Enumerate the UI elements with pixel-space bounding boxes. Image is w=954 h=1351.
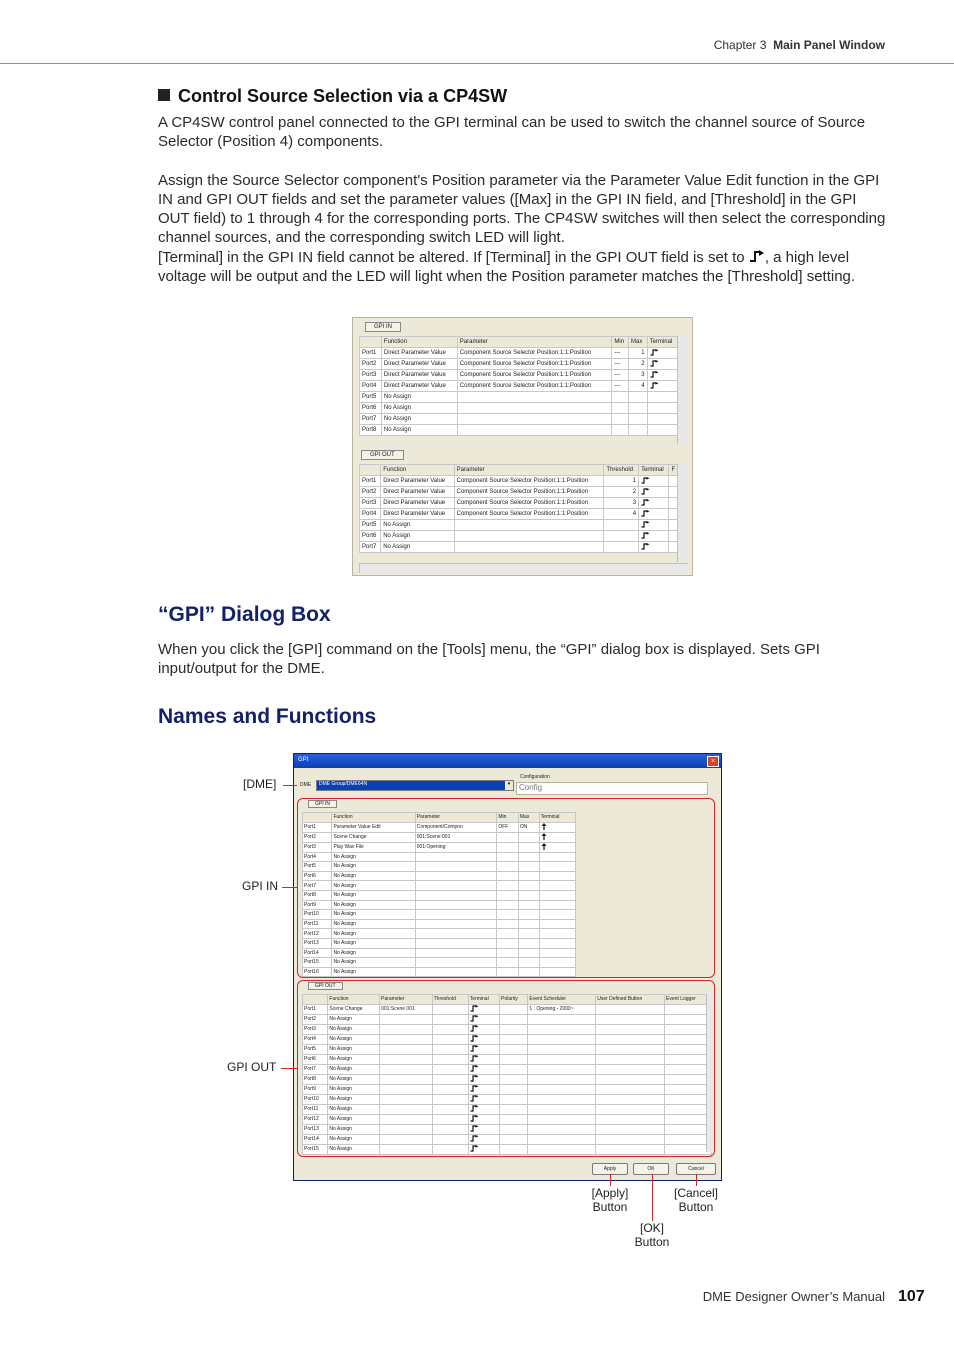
high-level-terminal-icon bbox=[749, 250, 765, 263]
column-header: Parameter bbox=[380, 995, 433, 1005]
column-header: User Defined Button bbox=[596, 995, 665, 1005]
gpi-out-scrollbar[interactable] bbox=[677, 464, 688, 562]
table-row[interactable] bbox=[360, 520, 679, 531]
manual-title: DME Designer Owner’s Manual bbox=[702, 1289, 885, 1304]
table-row[interactable] bbox=[360, 476, 679, 487]
column-header: Function bbox=[381, 337, 457, 348]
terminal-cell[interactable] bbox=[639, 498, 669, 509]
parameter-cell[interactable] bbox=[457, 414, 612, 425]
ok-button[interactable]: OK bbox=[633, 1163, 669, 1175]
table-row[interactable] bbox=[360, 425, 679, 436]
terminal-output-icon bbox=[641, 532, 650, 539]
port-cell[interactable]: Port3 bbox=[303, 842, 332, 852]
port-cell[interactable]: Port1 bbox=[360, 348, 382, 359]
gpi-dialog-heading: “GPI” Dialog Box bbox=[158, 603, 331, 626]
chapter-title: Main Panel Window bbox=[773, 38, 885, 52]
names-functions-heading: Names and Functions bbox=[158, 705, 377, 728]
column-header: Threshold bbox=[604, 465, 639, 476]
gpi-out-table bbox=[359, 464, 679, 553]
parameter-cell[interactable]: Component Source Selector Position:1:1:Position bbox=[457, 381, 612, 392]
terminal-output-icon bbox=[641, 521, 650, 528]
parameter-cell[interactable]: 001:Scene 001 bbox=[380, 1004, 433, 1014]
terminal-cell[interactable] bbox=[647, 348, 678, 359]
column-header: Parameter bbox=[457, 337, 612, 348]
min-cell[interactable]: --- bbox=[612, 370, 629, 381]
max-cell[interactable] bbox=[629, 425, 648, 436]
column-header: Function bbox=[332, 813, 415, 823]
function-cell[interactable]: No Assign bbox=[381, 392, 457, 403]
port-cell[interactable]: Port2 bbox=[303, 832, 332, 842]
chapter-header bbox=[714, 38, 885, 52]
function-cell[interactable]: No Assign bbox=[332, 881, 415, 891]
column-header: Threshold bbox=[432, 995, 468, 1005]
gpi-out-group-label: GPI OUT bbox=[361, 450, 404, 460]
function-cell[interactable]: No Assign bbox=[332, 948, 415, 958]
callout-ok-line2: Button bbox=[634, 1235, 670, 1249]
port-cell[interactable]: Port11 bbox=[303, 919, 332, 929]
min-cell[interactable]: --- bbox=[612, 381, 629, 392]
max-cell[interactable] bbox=[629, 403, 648, 414]
port-cell[interactable]: Port15 bbox=[303, 1144, 328, 1154]
port-cell[interactable]: Port9 bbox=[303, 1084, 328, 1094]
max-cell[interactable]: 2 bbox=[629, 359, 648, 370]
terminal-output-icon bbox=[650, 349, 659, 356]
port-cell[interactable]: Port14 bbox=[303, 948, 332, 958]
function-cell[interactable]: Direct Parameter Value bbox=[381, 370, 457, 381]
dialog-title: GPI bbox=[298, 757, 309, 763]
gpi-out-highlight bbox=[297, 980, 715, 1157]
port-cell[interactable]: Port10 bbox=[303, 1094, 328, 1104]
apply-button[interactable]: Apply bbox=[592, 1163, 628, 1175]
threshold-cell[interactable]: 2 bbox=[604, 487, 639, 498]
max-cell[interactable]: 3 bbox=[629, 370, 648, 381]
port-cell[interactable]: Port5 bbox=[360, 392, 382, 403]
paragraph-3-part-b: , a high level voltage will be output and the LED will light when the Position parameter matches the [Threshold] setting. bbox=[158, 249, 856, 285]
min-cell[interactable] bbox=[612, 403, 629, 414]
function-cell[interactable]: No Assign bbox=[381, 425, 457, 436]
port-cell[interactable]: Port2 bbox=[360, 359, 382, 370]
function-cell[interactable]: No Assign bbox=[381, 531, 454, 542]
port-cell[interactable]: Port2 bbox=[360, 487, 381, 498]
port-cell[interactable]: Port10 bbox=[303, 910, 332, 920]
column-header: Terminal bbox=[539, 813, 575, 823]
terminal-output-icon bbox=[650, 382, 659, 389]
column-header: Min bbox=[497, 813, 519, 823]
callout-line-apply bbox=[610, 1174, 611, 1186]
threshold-cell[interactable] bbox=[604, 542, 639, 553]
column-header: Terminal bbox=[647, 337, 678, 348]
callout-line-dme bbox=[283, 785, 297, 786]
port-cell[interactable]: Port4 bbox=[360, 509, 381, 520]
header-divider bbox=[0, 63, 954, 64]
function-cell[interactable]: No Assign bbox=[328, 1094, 380, 1104]
function-cell[interactable]: Direct Parameter Value bbox=[381, 381, 457, 392]
paragraph-1: A CP4SW control panel connected to the GPI terminal can be used to switch the channel source of Source Selector (Position 4) components. bbox=[158, 114, 866, 150]
function-cell[interactable]: No Assign bbox=[332, 890, 415, 900]
function-cell[interactable]: No Assign bbox=[328, 1024, 380, 1034]
port-cell[interactable]: Port7 bbox=[303, 1064, 328, 1074]
callout-apply bbox=[580, 1186, 640, 1214]
port-cell[interactable]: Port3 bbox=[303, 1024, 328, 1034]
port-cell[interactable]: Port13 bbox=[303, 938, 332, 948]
port-cell[interactable]: Port8 bbox=[303, 890, 332, 900]
port-cell[interactable]: Port16 bbox=[303, 967, 332, 977]
terminal-cell[interactable] bbox=[647, 381, 678, 392]
function-cell[interactable]: No Assign bbox=[328, 1034, 380, 1044]
close-icon[interactable]: × bbox=[707, 756, 719, 767]
function-cell[interactable]: No Assign bbox=[332, 871, 415, 881]
port-cell[interactable]: Port7 bbox=[303, 881, 332, 891]
column-header: Terminal bbox=[468, 995, 499, 1005]
terminal-cell[interactable] bbox=[639, 542, 669, 553]
column-header: Min bbox=[612, 337, 629, 348]
config-label: Configuration bbox=[520, 774, 550, 780]
callout-apply-line1: [Apply] bbox=[591, 1186, 629, 1200]
min-cell[interactable] bbox=[612, 392, 629, 403]
table-row[interactable] bbox=[360, 498, 679, 509]
function-cell[interactable]: No Assign bbox=[332, 929, 415, 939]
terminal-cell[interactable] bbox=[647, 359, 678, 370]
port-cell[interactable]: Port8 bbox=[360, 425, 382, 436]
parameter-cell[interactable] bbox=[457, 392, 612, 403]
gpi-in-table bbox=[359, 336, 679, 436]
parameter-cell[interactable]: Component Source Selector Position:1:1:Position bbox=[457, 359, 612, 370]
function-cell[interactable]: No Assign bbox=[328, 1064, 380, 1074]
port-cell[interactable]: Port12 bbox=[303, 1114, 328, 1124]
function-cell[interactable]: No Assign bbox=[381, 414, 457, 425]
port-cell[interactable]: Port5 bbox=[303, 1044, 328, 1054]
column-header: Event Logger bbox=[665, 995, 712, 1005]
parameter-cell[interactable] bbox=[454, 520, 604, 531]
terminal-output-icon bbox=[641, 488, 650, 495]
function-cell[interactable]: Direct Parameter Value bbox=[381, 487, 454, 498]
config-field bbox=[516, 782, 708, 795]
gpi-dialog-paragraph: When you click the [GPI] command on the [Tools] menu, the “GPI” dialog box is displayed. Sets GPI input/output for the DME. bbox=[158, 641, 820, 677]
parameter-cell[interactable]: Component Source Selector Position:1:1:Position bbox=[454, 487, 604, 498]
table-row[interactable] bbox=[360, 370, 679, 381]
column-header: Function bbox=[381, 465, 454, 476]
parameter-cell[interactable] bbox=[457, 425, 612, 436]
function-cell[interactable]: No Assign bbox=[332, 900, 415, 910]
function-cell[interactable]: No Assign bbox=[328, 1114, 380, 1124]
threshold-cell[interactable]: 4 bbox=[604, 509, 639, 520]
gpi-out-tab: GPI OUT bbox=[308, 982, 343, 990]
terminal-output-icon bbox=[650, 371, 659, 378]
terminal-cell[interactable] bbox=[639, 531, 669, 542]
max-cell[interactable] bbox=[629, 392, 648, 403]
gpi-settings-figure bbox=[352, 317, 693, 576]
function-cell[interactable]: No Assign bbox=[328, 1044, 380, 1054]
function-cell[interactable]: Direct Parameter Value bbox=[381, 498, 454, 509]
function-cell[interactable]: Direct Parameter Value bbox=[381, 348, 457, 359]
function-cell[interactable]: No Assign bbox=[328, 1074, 380, 1084]
function-cell[interactable]: No Assign bbox=[381, 403, 457, 414]
terminal-output-icon bbox=[641, 477, 650, 484]
function-cell[interactable]: Scene Change bbox=[328, 1004, 380, 1014]
table-row[interactable] bbox=[360, 509, 679, 520]
parameter-cell[interactable] bbox=[454, 542, 604, 553]
max-cell[interactable]: 1 bbox=[629, 348, 648, 359]
table-row[interactable] bbox=[360, 414, 679, 425]
port-cell[interactable]: Port1 bbox=[360, 476, 381, 487]
dme-select-value: DME Group/DME64N bbox=[319, 781, 368, 787]
terminal-output-icon bbox=[641, 510, 650, 517]
function-cell[interactable]: No Assign bbox=[332, 862, 415, 872]
column-header: Terminal bbox=[639, 465, 669, 476]
port-cell[interactable]: Port7 bbox=[360, 414, 382, 425]
function-cell[interactable]: No Assign bbox=[381, 542, 454, 553]
event-scheduler-cell[interactable]: 1 : Opening - 2000~ bbox=[528, 1004, 596, 1014]
chevron-down-icon[interactable]: ▾ bbox=[505, 781, 513, 790]
table-row[interactable] bbox=[360, 542, 679, 553]
config-value: Config bbox=[519, 783, 543, 792]
terminal-cell[interactable] bbox=[647, 425, 678, 436]
min-cell[interactable] bbox=[612, 425, 629, 436]
terminal-cell[interactable] bbox=[647, 392, 678, 403]
gpi-in-group-label: GPI IN bbox=[365, 322, 401, 332]
column-header: Polarity bbox=[500, 995, 528, 1005]
parameter-cell[interactable]: 001:Scene 001 bbox=[415, 832, 497, 842]
max-cell[interactable]: 4 bbox=[629, 381, 648, 392]
function-cell[interactable]: No Assign bbox=[332, 852, 415, 862]
callout-apply-line2: Button bbox=[592, 1200, 628, 1214]
gpi-in-scrollbar[interactable] bbox=[677, 336, 688, 444]
table-row[interactable] bbox=[360, 359, 679, 370]
callout-cancel bbox=[666, 1186, 726, 1214]
column-header: F bbox=[669, 465, 679, 476]
port-cell[interactable]: Port8 bbox=[303, 1074, 328, 1084]
port-cell[interactable]: Port4 bbox=[303, 1034, 328, 1044]
terminal-cell[interactable] bbox=[647, 403, 678, 414]
parameter-cell[interactable]: Component Source Selector Position:1:1:Position bbox=[454, 498, 604, 509]
function-cell[interactable]: No Assign bbox=[328, 1144, 380, 1154]
column-header: Event Scheduler bbox=[528, 995, 596, 1005]
min-cell[interactable] bbox=[612, 414, 629, 425]
function-cell[interactable]: No Assign bbox=[381, 520, 454, 531]
chapter-number: Chapter 3 bbox=[713, 38, 767, 52]
dme-label: DME bbox=[300, 782, 312, 788]
function-cell[interactable]: No Assign bbox=[332, 938, 415, 948]
threshold-cell[interactable] bbox=[604, 531, 639, 542]
square-bullet-icon bbox=[158, 89, 170, 101]
column-header: Parameter bbox=[415, 813, 497, 823]
function-cell[interactable]: Play Wav File bbox=[332, 842, 415, 852]
port-cell[interactable]: Port4 bbox=[360, 381, 382, 392]
paragraph-3-part-a: [Terminal] in the GPI IN field cannot be altered. If [Terminal] in the GPI OUT field is set to bbox=[158, 249, 745, 266]
port-cell[interactable]: Port5 bbox=[303, 862, 332, 872]
function-cell[interactable]: No Assign bbox=[328, 1054, 380, 1064]
terminal-cell[interactable] bbox=[639, 520, 669, 531]
callout-ok bbox=[622, 1221, 682, 1249]
port-cell[interactable]: Port11 bbox=[303, 1104, 328, 1114]
min-cell[interactable]: --- bbox=[612, 359, 629, 370]
table-row[interactable] bbox=[360, 487, 679, 498]
port-cell[interactable]: Port6 bbox=[303, 871, 332, 881]
column-header bbox=[360, 465, 381, 476]
function-cell[interactable]: No Assign bbox=[328, 1134, 380, 1144]
horizontal-scrollbar[interactable] bbox=[359, 563, 688, 573]
parameter-cell[interactable] bbox=[457, 403, 612, 414]
terminal-cell[interactable] bbox=[647, 370, 678, 381]
min-cell[interactable]: --- bbox=[612, 348, 629, 359]
port-cell[interactable]: Port4 bbox=[303, 852, 332, 862]
callout-cancel-line2: Button bbox=[678, 1200, 714, 1214]
parameter-cell[interactable] bbox=[454, 531, 604, 542]
table-row[interactable] bbox=[360, 403, 679, 414]
terminal-output-icon bbox=[641, 543, 650, 550]
callout-cancel-line1: [Cancel] bbox=[673, 1186, 719, 1200]
column-header: Max bbox=[629, 337, 648, 348]
callout-gpi-in: GPI IN bbox=[242, 879, 279, 893]
column-header: Function bbox=[328, 995, 380, 1005]
callout-line-gpi-out bbox=[281, 1068, 297, 1069]
max-cell[interactable]: ON bbox=[518, 822, 539, 832]
function-cell[interactable]: No Assign bbox=[328, 1014, 380, 1024]
function-cell[interactable]: Direct Parameter Value bbox=[381, 476, 454, 487]
parameter-cell[interactable]: Component Source Selector Position:1:1:Position bbox=[457, 348, 612, 359]
function-cell[interactable]: No Assign bbox=[328, 1084, 380, 1094]
table-header-row bbox=[360, 465, 679, 476]
table-row[interactable] bbox=[360, 381, 679, 392]
paragraph-3 bbox=[158, 248, 888, 286]
terminal-cell[interactable] bbox=[639, 509, 669, 520]
parameter-cell[interactable]: 001:Opening bbox=[415, 842, 497, 852]
terminal-cell[interactable] bbox=[647, 414, 678, 425]
port-cell[interactable]: Port6 bbox=[303, 1054, 328, 1064]
port-cell[interactable]: Port2 bbox=[303, 1014, 328, 1024]
port-cell[interactable]: Port13 bbox=[303, 1124, 328, 1134]
terminal-output-icon bbox=[641, 499, 650, 506]
callout-line-ok bbox=[652, 1174, 653, 1221]
terminal-output-icon bbox=[650, 360, 659, 367]
table-row[interactable] bbox=[360, 531, 679, 542]
function-cell[interactable]: No Assign bbox=[332, 910, 415, 920]
parameter-cell[interactable]: Component/Compon bbox=[415, 822, 497, 832]
callout-dme: [DME] bbox=[243, 777, 277, 791]
callout-line-gpi-in bbox=[282, 887, 297, 888]
port-cell[interactable]: Port1 bbox=[303, 1004, 328, 1014]
max-cell[interactable] bbox=[629, 414, 648, 425]
function-cell[interactable]: Parameter Value Edit bbox=[332, 822, 415, 832]
gpi-in-tab: GPI IN bbox=[308, 800, 337, 808]
function-cell[interactable]: No Assign bbox=[328, 1104, 380, 1114]
column-header: Max bbox=[518, 813, 539, 823]
dialog-title-bar bbox=[294, 754, 721, 768]
gpi-in-highlight bbox=[297, 798, 715, 978]
port-cell[interactable]: Port3 bbox=[360, 370, 382, 381]
column-header: Parameter bbox=[454, 465, 604, 476]
port-cell[interactable]: Port15 bbox=[303, 958, 332, 968]
function-cell[interactable]: Scene Change bbox=[332, 832, 415, 842]
min-cell[interactable]: OFF bbox=[497, 822, 519, 832]
threshold-cell[interactable]: 3 bbox=[604, 498, 639, 509]
paragraph-2: Assign the Source Selector component's Position parameter via the Parameter Value Edit function in the GPI IN and GPI OUT fields and set the parameter values ([Max] in the GPI IN field, and [Threshold] in the GPI OUT field) to 1 through 4 for the corresponding ports. The CP4SW switches will then select the corresponding channel sources, and the corresponding switch LED will light. bbox=[158, 172, 886, 246]
function-cell[interactable]: No Assign bbox=[332, 958, 415, 968]
cancel-button[interactable]: Cancel bbox=[676, 1163, 716, 1175]
callout-gpi-out: GPI OUT bbox=[227, 1060, 277, 1074]
callout-ok-line1: [OK] bbox=[639, 1221, 664, 1235]
function-cell[interactable]: No Assign bbox=[332, 967, 415, 977]
function-cell[interactable]: No Assign bbox=[328, 1124, 380, 1134]
port-cell[interactable]: Port9 bbox=[303, 900, 332, 910]
section-title-cp4sw bbox=[158, 86, 507, 107]
function-cell[interactable]: No Assign bbox=[332, 919, 415, 929]
function-cell[interactable]: Direct Parameter Value bbox=[381, 359, 457, 370]
parameter-cell[interactable]: Component Source Selector Position:1:1:Position bbox=[454, 476, 604, 487]
threshold-cell[interactable]: 1 bbox=[604, 476, 639, 487]
port-cell[interactable]: Port7 bbox=[360, 542, 381, 553]
threshold-cell[interactable] bbox=[604, 520, 639, 531]
section-title-text: Control Source Selection via a CP4SW bbox=[178, 86, 508, 106]
port-cell[interactable]: Port1 bbox=[303, 822, 332, 832]
table-row[interactable] bbox=[360, 392, 679, 403]
terminal-cell[interactable] bbox=[639, 476, 669, 487]
port-cell[interactable]: Port14 bbox=[303, 1134, 328, 1144]
callout-line-cancel bbox=[696, 1174, 697, 1186]
parameter-cell[interactable]: Component Source Selector Position:1:1:Position bbox=[457, 370, 612, 381]
table-row[interactable] bbox=[360, 348, 679, 359]
terminal-cell[interactable] bbox=[639, 487, 669, 498]
dme-select[interactable] bbox=[316, 780, 514, 791]
port-cell[interactable]: Port6 bbox=[360, 531, 381, 542]
port-cell[interactable]: Port6 bbox=[360, 403, 382, 414]
port-cell[interactable]: Port5 bbox=[360, 520, 381, 531]
function-cell[interactable]: Direct Parameter Value bbox=[381, 509, 454, 520]
port-cell[interactable]: Port3 bbox=[360, 498, 381, 509]
column-header bbox=[360, 337, 382, 348]
page-number: 107 bbox=[898, 1288, 925, 1305]
parameter-cell[interactable]: Component Source Selector Position:1:1:Position bbox=[454, 509, 604, 520]
port-cell[interactable]: Port12 bbox=[303, 929, 332, 939]
table-header-row bbox=[360, 337, 679, 348]
